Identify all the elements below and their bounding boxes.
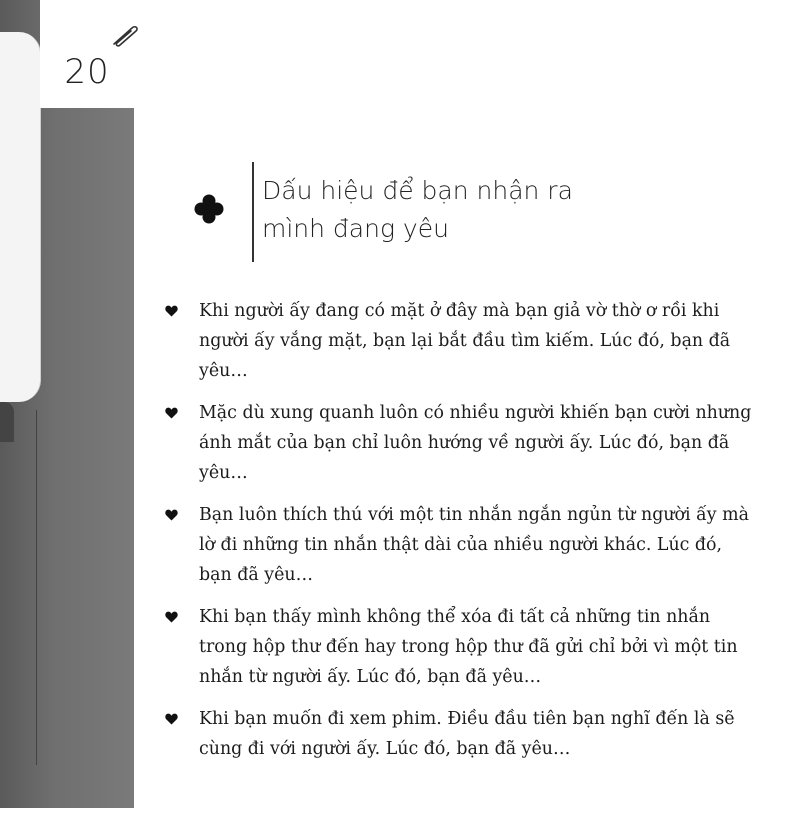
page-number-box — [40, 0, 134, 108]
list-item — [165, 296, 755, 386]
list-item-text: Khi bạn muốn đi xem phim. Điều đầu tiên bạn nghĩ đến là sẽ cùng đi với người ấy. Lúc đó, bạn đã yêu… — [199, 709, 735, 759]
list-item-text: Mặc dù xung quanh luôn có nhiều người khiến bạn cười nhưng ánh mắt của bạn chỉ luôn hướng về người ấy. Lúc đó, bạn đã yêu… — [199, 403, 752, 483]
spine-line — [36, 410, 37, 765]
list-item — [165, 602, 755, 692]
heart-icon — [165, 611, 178, 623]
list-item — [165, 704, 755, 764]
band-bottom-edge — [0, 808, 134, 813]
list-item-text: Khi người ấy đang có mặt ở đây mà bạn giả vờ thờ ơ rồi khi người ấy vắng mặt, bạn lại bắt đầu tìm kiếm. Lúc đó, bạn đã yêu… — [199, 301, 731, 381]
heart-icon — [165, 407, 178, 419]
heart-icon — [165, 305, 178, 317]
title-line-1: Dấu hiệu để bạn nhận ra — [262, 176, 573, 205]
heart-icon — [165, 713, 178, 725]
list-item — [165, 500, 755, 590]
page-tab — [0, 32, 41, 402]
sign-list — [165, 296, 755, 776]
paperclip-icon — [110, 22, 140, 48]
tab-shadow — [0, 402, 14, 442]
list-item — [165, 398, 755, 488]
title-line-2: mình đang yêu — [262, 214, 449, 243]
heart-icon — [165, 509, 178, 521]
list-item-text: Bạn luôn thích thú với một tin nhắn ngắn ngủn từ người ấy mà lờ đi những tin nhắn thật dài của nhiều người khác. Lúc đó, bạn đã yêu… — [199, 505, 749, 585]
title-rule — [252, 162, 254, 262]
clover-icon — [192, 192, 226, 226]
chapter-title — [262, 172, 662, 248]
page-number: 20 — [64, 52, 110, 92]
list-item-text: Khi bạn thấy mình không thể xóa đi tất cả những tin nhắn trong hộp thư đến hay trong hộp thư đã gửi chỉ bởi vì một tin nhắn từ người ấy. Lúc đó, bạn đã yêu… — [199, 607, 738, 687]
